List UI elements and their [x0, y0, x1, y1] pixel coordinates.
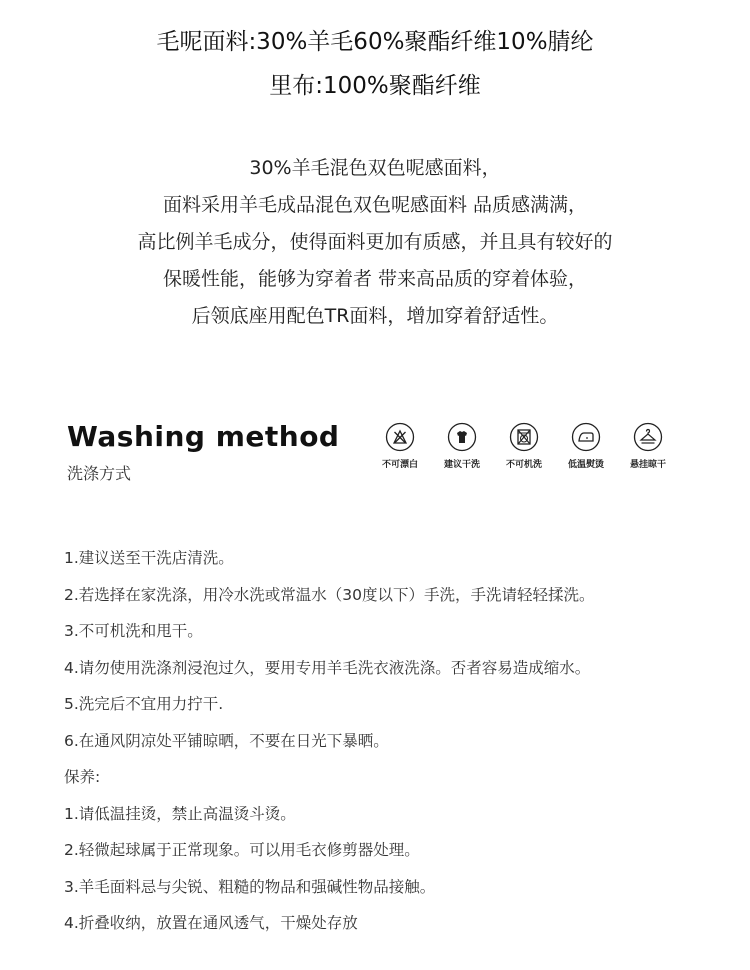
composition-section: [0, 20, 750, 108]
washing-title: Washing method: [67, 420, 340, 453]
instruction-item: 5.洗完后不宜用力拧干.: [64, 695, 224, 713]
description-line: 高比例羊毛成分，使得面料更加有质感，并且具有较好的: [137, 231, 613, 253]
low-temp-iron-icon: [571, 422, 601, 452]
care-icon-item: [492, 422, 556, 470]
composition-line: 毛呢面料:30%羊毛60%聚酯纤维10%腈纶: [156, 29, 594, 55]
care-icon-label: 建议干洗: [443, 460, 480, 470]
instruction-item: 6.在通风阴凉处平铺晾晒，不要在日光下暴晒。: [64, 731, 389, 750]
washing-header: [67, 420, 339, 484]
instruction-item: 1.建议送至干洗店清洗。: [64, 549, 234, 567]
hang-dry-icon: [633, 422, 663, 452]
instruction-item: 2.若选择在家洗涤，用冷水洗或常温水（30度以下）手洗，手洗请轻轻揉洗。: [64, 585, 595, 604]
care-icon-item: [616, 422, 680, 470]
maintenance-heading: 保养:: [64, 768, 101, 786]
composition-line: 里布:100%聚酯纤维: [269, 73, 481, 99]
care-icon-item: [368, 422, 432, 470]
description-line: 30%羊毛混色双色呢感面料，: [249, 157, 501, 179]
care-icons-row: [368, 422, 678, 482]
description-section: [0, 150, 750, 335]
instruction-item: 1.请低温挂烫，禁止高温烫斗烫。: [64, 804, 296, 823]
care-icon-label: 悬挂晾干: [629, 460, 666, 470]
instruction-item: 2.轻微起球属于正常现象。可以用毛衣修剪器处理。: [64, 841, 420, 859]
care-icon-label: 不可机洗: [505, 460, 542, 470]
no-machine-wash-icon: [509, 422, 539, 452]
washing-subtitle: 洗涤方式: [67, 464, 132, 483]
description-line: 面料采用羊毛成品混色双色呢感面料 品质感满满，: [162, 194, 588, 216]
care-icon-item: [430, 422, 494, 470]
instruction-item: 4.请勿使用洗涤剂浸泡过久，要用专用羊毛洗衣液洗涤。否者容易造成缩水。: [64, 658, 591, 677]
instruction-item: 4.折叠收纳，放置在通风透气，干燥处存放: [64, 914, 358, 932]
instruction-item: 3.不可机洗和甩干。: [64, 622, 203, 640]
description-line: 保暖性能，能够为穿着者 带来高品质的穿着体验，: [162, 268, 588, 290]
no-bleach-icon: [385, 422, 415, 452]
care-icon-label: 低温熨烫: [567, 460, 604, 470]
instruction-item: 3.羊毛面料忌与尖锐、粗糙的物品和强碱性物品接触。: [64, 877, 436, 896]
instructions-list: [64, 540, 724, 942]
description-line: 后领底座用配色TR面料，增加穿着舒适性。: [191, 305, 559, 327]
care-icon-label: 不可漂白: [381, 460, 418, 470]
dry-clean-icon: [447, 422, 477, 452]
care-icon-item: [554, 422, 618, 470]
